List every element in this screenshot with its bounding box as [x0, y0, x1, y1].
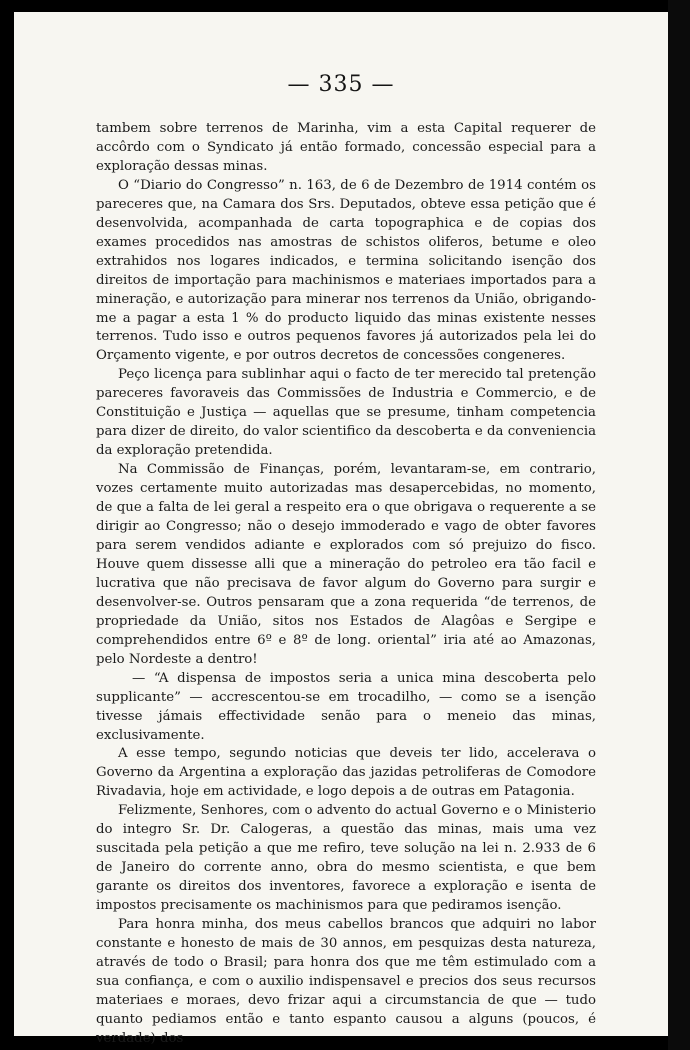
paragraph: Peço licença para sublinhar aqui o facto de ter merecido tal pretenção pareceres favoraveis das Commissões de Industria e Commercio, e de Constituição e Justiça — aquellas que se presume, tinham competencia para dizer de direito, do valor scientifico da descoberta e da conveniencia da exploração pretendida.	[96, 367, 596, 459]
scanner-edge-strip	[668, 0, 690, 1050]
paragraph: A esse tempo, segundo noticias que deveis ter lido, accelerava o Governo da Argentina a exploração das jazidas petroliferas de Comodore Rivadavia, hoje em actividade, e logo depois a de outras em Patagonia.	[96, 746, 596, 800]
paragraph: Para honra minha, dos meus cabellos brancos que adquiri no labor constante e honesto de mais de 30 annos, em pesquizas desta natureza, através de todo o Brasil; para honra dos que me têm estimulado com a sua confiança, e com o auxilio indispensavel e precios dos seus recursos materiaes e moraes, devo frizar aqui a circumstancia de que — tudo quanto pediamos então e tanto espanto causou a alguns (poucos, é verdade) dos	[96, 917, 596, 1046]
book-page	[14, 12, 668, 1046]
paragraph: O “Diario do Congresso” n. 163, de 6 de Dezembro de 1914 contém os pareceres que, na Camara dos Srs. Deputados, obteve essa petição que é desenvolvida, acompanhada de carta topographica e de copias dos exames procedidos nas amostras de schistos oliferos, betume e oleo extrahidos nos logares indicados, e termina solicitando isenção dos direitos de importação para machinismos e materiaes importados para a mineração, e autorização para minerar nos terrenos da União, obrigando-me a pagar a esta 1 % do producto liquido das minas existente nesses terrenos. Tudo isso e outros pequenos favores já autorizados pela lei do Orçamento vigente, e por outros decretos de concessões congeneres.	[96, 177, 596, 364]
page-number: — 335 —	[287, 72, 395, 97]
paragraph: tambem sobre terrenos de Marinha, vim a esta Capital requerer de accôrdo com o Syndicato já então formado, concessão especial para a exploração dessas minas.	[96, 121, 596, 174]
paragraph: Felizmente, Senhores, com o advento do actual Governo e o Ministerio do integro Sr. Dr. Calogeras, a questão das minas, mais uma vez suscitada pela petição a que me refiro, teve solução na lei n. 2.933 de 6 de Janeiro do corrente anno, obra do mesmo scientista, e que bem garante os direitos dos inventores, favorece a exploração e isenta de impostos precisamente os machinismos para que pediramos isenção.	[96, 803, 596, 914]
body-text	[96, 120, 596, 1049]
paragraph: Na Commissão de Finanças, porém, levantaram-se, em contrario, vozes certamente muito autorizadas mas desapercebidas, no momento, de que a falta de lei geral a respeito era o que obrigava o requerente a se dirigir ao Congresso; não o desejo immoderado e vago de obter favores para serem vendidos adiante e explorados com só prejuizo do fisco. Houve quem dissesse alli que a mineração do petroleo era tão facil e lucrativa que não precisava de favor algum do Governo para surgir e desenvolver-se. Outros pensaram que a zona requerida “de terrenos, de propriedade da União, sitos nos Estados de Alagôas e Sergipe e comprehendidos entre 6º e 8º de long. oriental” iria até ao Amazonas, pelo Nordeste a dentro!	[96, 462, 596, 667]
paragraph: — “A dispensa de impostos seria a unica mina descoberta pelo supplicante” — accrescentou-se em trocadilho, — como se a isenção tivesse jámais effectividade senão para o meneio das minas, exclusivamente.	[96, 670, 596, 743]
